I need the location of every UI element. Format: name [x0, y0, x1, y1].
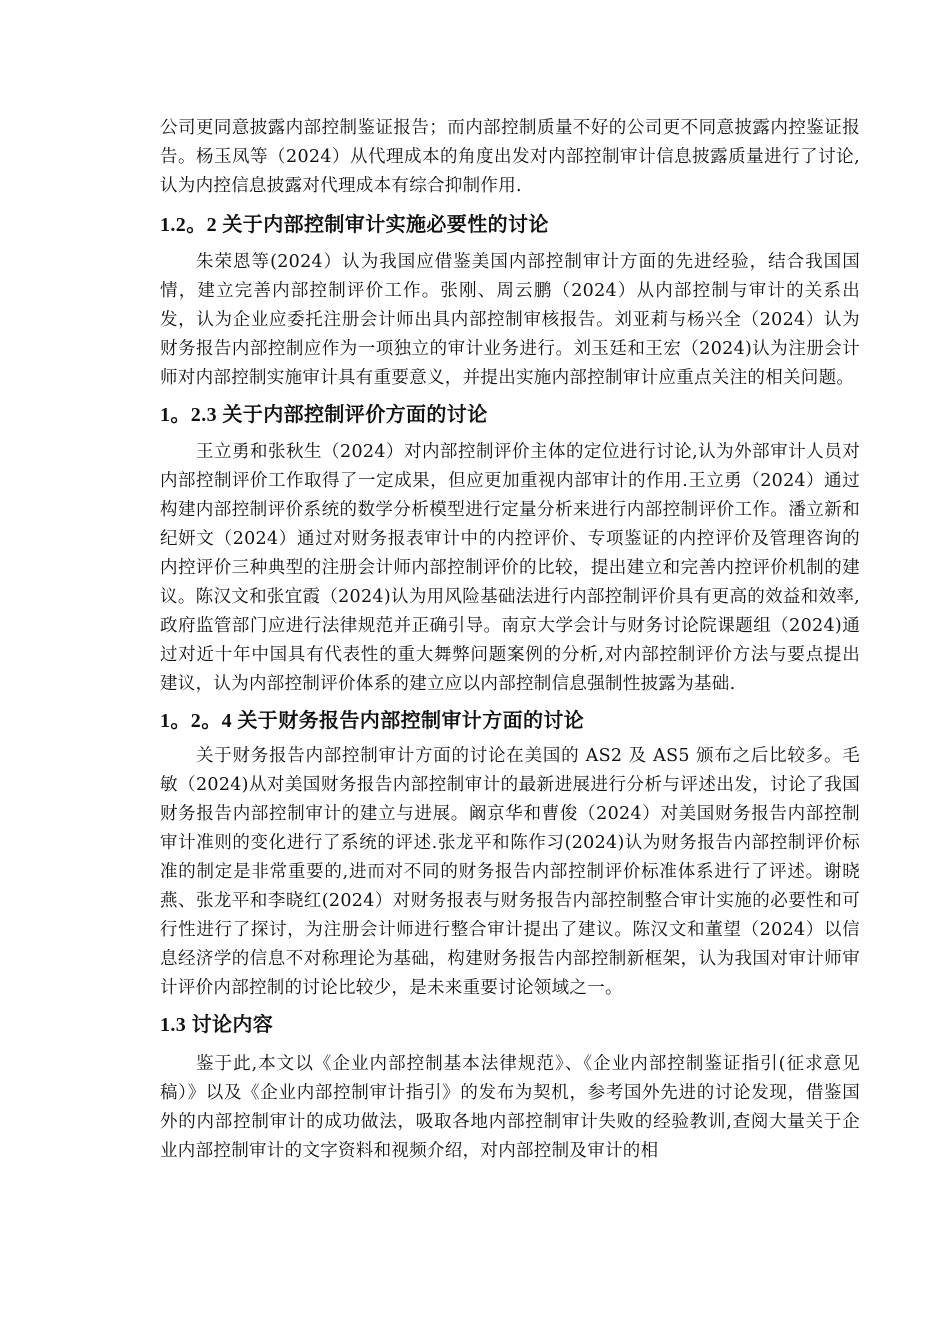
section-paragraph-1-2-3: 王立勇和张秋生（2024）对内部控制评价主体的定位进行讨论,认为外部审计人员对内部控制评价工作取得了一定成果，但应更加重视内部审计的作用.王立勇（2024）通过构建内部控制评价系统的数学分析模型进行定量分析来进行内部控制评价工作。潘立新和纪妍文（2024）通过对财务报表审计中的内控评价、专项鉴证的内控评价及管理咨询的内控评价三种典型的注册会计师内部控制评价的比较，提出建立和完善内控评价机制的建议。陈汉文和张宜霞（2024)认为用风险基础法进行内部控制评价具有更高的效益和效率,政府监管部门应进行法律规范并正确引导。南京大学会计与财务讨论院课题组（2024)通过对近十年中国具有代表性的重大舞弊问题案例的分析,对内部控制评价方法与要点提出建议，认为内部控制评价体系的建立应以内部控制信息强制性披露为基础. — [160, 442, 860, 694]
section-heading-1-2-4: 1。2。4 关于财务报告内部控制审计方面的讨论 — [160, 710, 585, 732]
document-page — [160, 114, 860, 1166]
section-paragraph-1-3: 鉴于此,本文以《企业内部控制基本法律规范》、《企业内部控制鉴证指引(征求意见稿）》以及《企业内部控制审计指引》的发布为契机，参考国外先进的讨论发现，借鉴国外的内部控制审计的成功做法，吸取各地内部控制审计失败的经验教训,查阅大量关于企业内部控制审计的文字资料和视频介绍，对内部控制及审计的相 — [160, 1054, 860, 1161]
intro-paragraph: 公司更同意披露内部控制鉴证报告；而内部控制质量不好的公司更不同意披露内控鉴证报告。杨玉凤等（2024）从代理成本的角度出发对内部控制审计信息披露质量进行了讨论,认为内控信息披露对代理成本有综合抑制作用. — [160, 118, 860, 196]
section-heading-1-3: 1.3 讨论内容 — [160, 1014, 274, 1036]
section-paragraph-1-2-2: 朱荣恩等(2024）认为我国应借鉴美国内部控制审计方面的先进经验，结合我国国情，建立完善内部控制评价工作。张刚、周云鹏（2024）从内部控制与审计的关系出发，认为企业应委托注册会计师出具内部控制审核报告。刘亚莉与杨兴全（2024）认为财务报告内部控制应作为一项独立的审计业务进行。刘玉廷和王宏（2024)认为注册会计师对内部控制实施审计具有重要意义，并提出实施内部控制审计应重点关注的相关问题。 — [160, 252, 860, 388]
section-heading-1-2-3: 1。2.3 关于内部控制评价方面的讨论 — [160, 404, 488, 426]
section-heading-1-2-2: 1.2。2 关于内部控制审计实施必要性的讨论 — [160, 214, 549, 236]
section-paragraph-1-2-4: 关于财务报告内部控制审计方面的讨论在美国的 AS2 及 AS5 颁布之后比较多。毛敏（2024)从对美国财务报告内部控制审计的最新进展进行分析与评述出发，讨论了我国财务报告内部控制审计的建立与进展。阚京华和曹俊（2024）对美国财务报告内部控制审计准则的变化进行了系统的评述.张龙平和陈作习(2024)认为财务报告内部控制评价标准的制定是非常重要的,进而对不同的财务报告内部控制评价标准体系进行了评述。谢晓燕、张龙平和李晓红(2024）对财务报表与财务报告内部控制整合审计实施的必要性和可行性进行了探讨，为注册会计师进行整合审计提出了建议。陈汉文和董望（2024）以信息经济学的信息不对称理论为基础，构建财务报告内部控制新框架，认为我国对审计师审计评价内部控制的讨论比较少，是未来重要讨论领域之一。 — [160, 746, 860, 998]
